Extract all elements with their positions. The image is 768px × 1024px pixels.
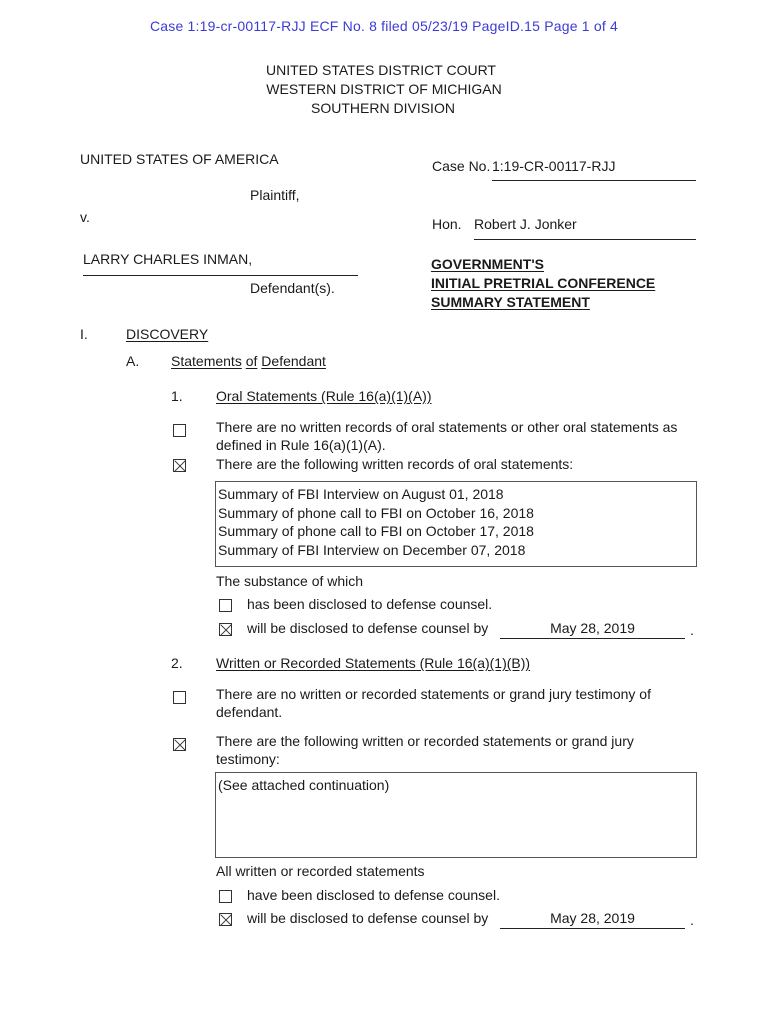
section-number: I.: [80, 326, 88, 342]
case-no-label: Case No.: [432, 158, 491, 174]
oral-period: .: [690, 622, 694, 638]
document-title-line-3: SUMMARY STATEMENT: [431, 294, 590, 310]
oral-record-item: Summary of FBI Interview on December 07, 2018: [218, 541, 526, 558]
case-no-underline: [492, 180, 696, 181]
oral-record-item: Summary of FBI Interview on August 01, 2018: [218, 486, 504, 502]
written-following-label: There are the following written or recorded statements or grand jury testimony:: [216, 733, 634, 767]
oral-disclose-date: May 28, 2019: [550, 620, 635, 636]
oral-following-label: There are the following written records of oral statements:: [216, 456, 574, 472]
oral-following-checkbox[interactable]: [173, 459, 186, 472]
written-number: 2.: [171, 655, 183, 671]
defendant-name: LARRY CHARLES INMAN,: [83, 251, 253, 267]
written-will-disclose-checkbox[interactable]: [219, 913, 232, 926]
subsection-letter: A.: [126, 353, 140, 369]
written-all-label: All written or recorded statements: [216, 863, 425, 879]
subsection-title-word: of: [245, 353, 258, 369]
judge-value: Robert J. Jonker: [474, 216, 577, 232]
written-will-disclose-label: will be disclosed to defense counsel by: [247, 910, 489, 926]
written-heading: Written or Recorded Statements (Rule 16(a)(1)(B)): [216, 655, 531, 671]
versus: v.: [80, 209, 90, 225]
defendant-label: Defendant(s).: [250, 280, 335, 296]
written-disclose-date-underline: [500, 928, 685, 929]
subsection-title: [171, 353, 326, 369]
oral-substance-label: The substance of which: [216, 573, 364, 589]
oral-disclosed-label: has been disclosed to defense counsel.: [247, 596, 493, 612]
ecf-header-stamp: Case 1:19-cr-00117-RJJ ECF No. 8 filed 05/23/19 PageID.15 Page 1 of 4: [149, 18, 619, 34]
court-division: SOUTHERN DIVISION: [311, 100, 455, 116]
written-disclosed-label: have been disclosed to defense counsel.: [247, 887, 500, 903]
oral-none-checkbox[interactable]: [173, 424, 186, 437]
plaintiff-name: UNITED STATES OF AMERICA: [80, 151, 279, 167]
oral-will-disclose-checkbox[interactable]: [219, 623, 232, 636]
oral-disclosed-checkbox[interactable]: [219, 599, 232, 612]
court-name: UNITED STATES DISTRICT COURT: [266, 62, 496, 78]
oral-record-item: Summary of phone call to FBI on October 16, 2018: [218, 504, 534, 521]
oral-disclose-date-underline: [500, 638, 685, 639]
oral-number: 1.: [171, 388, 183, 404]
written-none-checkbox[interactable]: [173, 691, 186, 704]
written-box-text: (See attached continuation): [218, 777, 390, 793]
document-title-line-2: INITIAL PRETRIAL CONFERENCE: [431, 275, 656, 291]
section-title: DISCOVERY: [126, 326, 209, 342]
oral-heading: Oral Statements (Rule 16(a)(1)(A)): [216, 388, 432, 404]
oral-records-box: [215, 481, 697, 567]
oral-will-disclose-label: will be disclosed to defense counsel by: [247, 620, 489, 636]
written-statements-box: [215, 772, 697, 858]
plaintiff-label: Plaintiff,: [250, 187, 300, 203]
oral-record-item: Summary of phone call to FBI on October 17, 2018: [218, 523, 534, 539]
written-disclosed-checkbox[interactable]: [219, 890, 232, 903]
oral-none-label: There are no written records of oral statements or other oral statements as defined in Rule 16(a)(1)(A).: [216, 419, 678, 453]
case-no-value: 1:19-CR-00117-RJJ: [492, 158, 616, 174]
subsection-title-word: Defendant: [261, 353, 326, 369]
judge-underline: [474, 239, 696, 240]
judge-label: Hon.: [432, 216, 462, 232]
written-following-checkbox[interactable]: [173, 738, 186, 751]
written-none-label: There are no written or recorded statements or grand jury testimony of defendant.: [216, 686, 651, 720]
document-title-line-1: GOVERNMENT'S: [431, 256, 545, 272]
defendant-underline: [83, 275, 358, 276]
court-district: WESTERN DISTRICT OF MICHIGAN: [266, 81, 502, 97]
written-disclose-date: May 28, 2019: [550, 910, 635, 926]
written-period: .: [690, 912, 694, 928]
subsection-title-word: Statements: [171, 353, 242, 369]
